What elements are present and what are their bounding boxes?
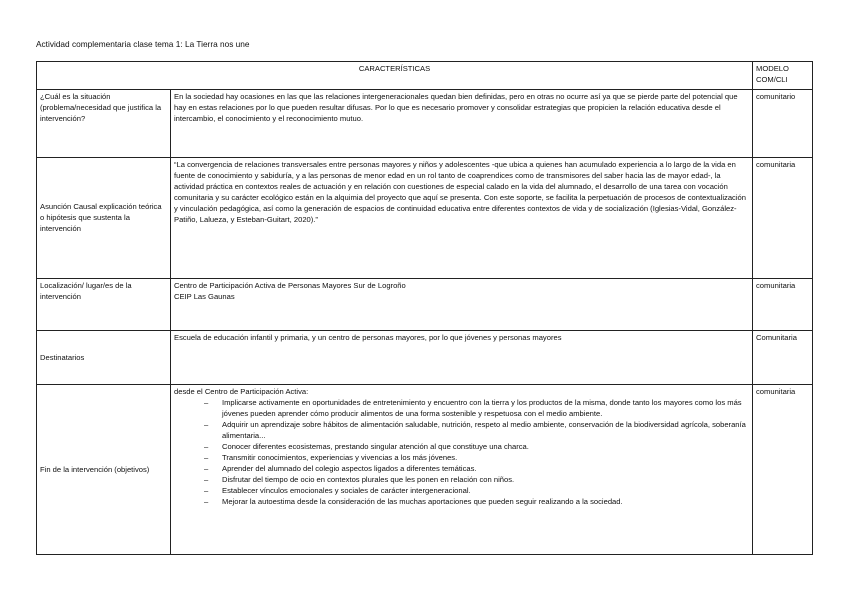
row-label-location: Localización/ lugar/es de la intervención	[37, 279, 171, 331]
table-header-row	[37, 62, 813, 90]
objective-item: – Adquirir un aprendizaje sobre hábitos de alimentación saludable, nutrición, respeto al medio ambiente, conservación de la biodiversidad agrícola, soberanía alimentaria...	[204, 419, 749, 441]
row-model-situation: comunitario	[753, 90, 813, 158]
location-line: CEIP Las Gaunas	[174, 292, 235, 301]
characteristics-table	[36, 61, 813, 555]
row-description-objectives	[171, 385, 753, 555]
objective-item: – Implicarse activamente en oportunidades de entretenimiento y encuentro con la tierra y los productos de la misma, donde tanto los mayores como los más jóvenes pueden aprender cómo producir alimentos de una forma sostenible y respetuosa con el medio ambiente.	[204, 397, 749, 419]
objective-item: – Aprender del alumnado del colegio aspectos ligados a diferentes temáticas.	[204, 463, 749, 474]
row-model-causal: comunitaria	[753, 158, 813, 279]
table-row-recipients	[37, 331, 813, 385]
row-label-objectives: Fin de la intervención (objetivos)	[37, 385, 171, 555]
row-model-objectives: comunitaria	[753, 385, 813, 555]
document-title: Actividad complementaria clase tema 1: La Tierra nos une	[36, 39, 250, 49]
objective-item: – Establecer vínculos emocionales y sociales de carácter intergeneracional.	[204, 485, 749, 496]
row-model-location: comunitaria	[753, 279, 813, 331]
row-model-recipients: Comunitaria	[753, 331, 813, 385]
row-label-causal: Asunción Causal explicación teórica o hipótesis que sustenta la intervención	[37, 158, 171, 279]
header-characteristics: CARACTERÍSTICAS	[37, 62, 753, 90]
row-label-recipients: Destinatarios	[37, 331, 171, 385]
row-description-location	[171, 279, 753, 331]
table-row-location	[37, 279, 813, 331]
objectives-intro: desde el Centro de Participación Activa:	[174, 387, 309, 396]
objective-item: – Conocer diferentes ecosistemas, prestando singular atención al que constituye una charca.	[204, 441, 749, 452]
objective-item: – Disfrutar del tiempo de ocio en contextos plurales que les ponen en relación con niños.	[204, 474, 749, 485]
table-row-objectives	[37, 385, 813, 555]
row-description-causal: “La convergencia de relaciones transversales entre personas mayores y niños y adolescentes -que ubica a quienes han acumulado experiencia a lo largo de la vida en fuente de conocimiento y sabiduría, y a las personas de menor edad en un rol tanto de coaprendices como de transmisores del saber hacia las de mayor edad-, la actividad práctica en contextos reales de actuación y en relación con cuestiones de especial calado en la vida del alumnado, el desarrollo de una tarea con vocación comunitaria y su carácter ecológico están en la alquimia del proyecto que aquí se presenta. Con este soporte, se facilita la perpetuación de procesos de contextualización y vinculación pedagógica, así como la generación de espacios de continuidad educativa entre diferentes contextos de vida y de socialización (Iglesias-Vidal, González-Patiño, Lalueza, y Esteban-Guitart, 2020).”	[171, 158, 753, 279]
table-row-situation	[37, 90, 813, 158]
location-line: Centro de Participación Activa de Personas Mayores Sur de Logroño	[174, 281, 406, 290]
objectives-list	[174, 397, 749, 507]
table-row-causal	[37, 158, 813, 279]
row-description-situation: En la sociedad hay ocasiones en las que las relaciones intergeneracionales quedan bien definidas, pero en otras no ocurre así ya que se pierde parte del potencial que hay en estas relaciones por lo que pueden resultar difusas. Por lo que es necesario promover y consolidar estrategias que propicien la relación educativa desde el intercambio, el conocimiento y el reconocimiento mutuo.	[171, 90, 753, 158]
row-description-recipients: Escuela de educación infantil y primaria, y un centro de personas mayores, por lo que jóvenes y personas mayores	[171, 331, 753, 385]
header-model: MODELO COM/CLI	[753, 62, 813, 90]
objective-item: – Mejorar la autoestima desde la consideración de las muchas aportaciones que pueden seguir realizando a la sociedad.	[204, 496, 749, 507]
objective-item: – Transmitir conocimientos, experiencias y vivencias a los más jóvenes.	[204, 452, 749, 463]
row-label-situation: ¿Cuál es la situación (problema/necesidad que justifica la intervención?	[37, 90, 171, 158]
